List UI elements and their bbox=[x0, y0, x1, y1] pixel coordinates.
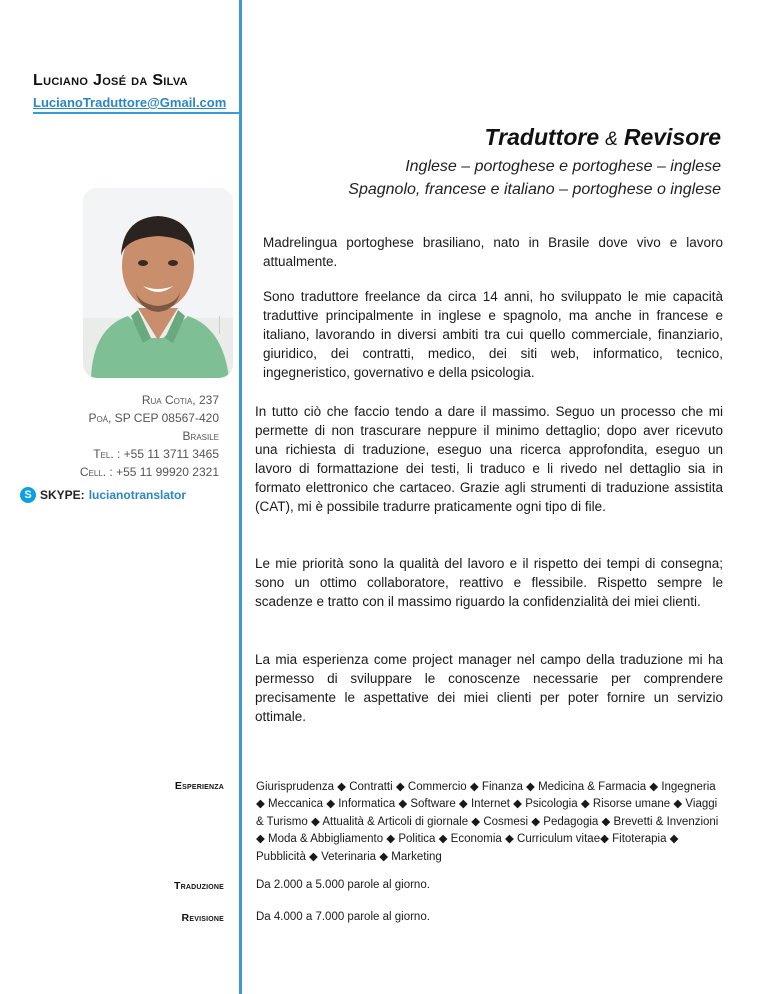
revisione-rate: Da 4.000 a 7.000 parole al giorno. bbox=[256, 911, 430, 923]
phone-label: Tel. : bbox=[93, 447, 121, 461]
paragraph-process: In tutto ciò che faccio tendo a dare il massimo. Seguo un processo che mi permette di non trascurare neppure il minimo dettaglio; dopo aver ricevuto una richiesta di traduzione, eseguo una ricerca approfondita, eseguo un lavoro di formattazione dei testi, li traduco e li rivedo nel dettaglio sia in formato elettronico che cartaceo. Grazie agli strumenti di traduzione assistita (CAT), mi è possibile tradurre praticamente ogni tipo di file. bbox=[255, 404, 723, 514]
page-title bbox=[485, 124, 721, 151]
section-label-traduzione: Traduzione bbox=[173, 880, 224, 892]
cell-row bbox=[80, 463, 219, 481]
skype-row[interactable] bbox=[20, 487, 186, 503]
traduzione-rate: Da 2.000 a 5.000 parole al giorno. bbox=[256, 879, 430, 891]
title-translator: Traduttore bbox=[484, 124, 600, 150]
cell-label: Cell. : bbox=[79, 465, 113, 479]
address-city: Poá, SP CEP 08567-420 bbox=[88, 411, 219, 425]
skype-username[interactable]: lucianotranslator bbox=[88, 488, 187, 502]
subtitle-languages-1: Inglese – portoghese e portoghese – inglese bbox=[405, 158, 721, 175]
title-reviser: Revisore bbox=[623, 124, 721, 150]
paragraph-project-manager: La mia esperienza come project manager nel campo della traduzione mi ha permesso di sviluppare le conoscenze necessarie per comprendere precisamente le aspettative dei miei clienti per poter fornire un servizio ottimale. bbox=[255, 652, 723, 724]
profile-photo bbox=[83, 188, 233, 378]
paragraph-native-language: Madrelingua portoghese brasiliano, nato in Brasile dove vivo e lavoro attualmente. bbox=[263, 235, 723, 269]
subtitle-languages-2: Spagnolo, francese e italiano – portoghese o inglese bbox=[348, 181, 721, 198]
address-country: Brasile bbox=[182, 429, 219, 443]
paragraph-experience: Sono traduttore freelance da circa 14 anni, ho sviluppato le mie capacità traduttive principalmente in inglese e spagnolo, ma anche in francese e italiano, lavorando in diversi ambiti tra cui quello commerciale, finanziario, giuridico, dei contratti, medico, dei siti web, informatico, tecnico, ingegneristico, governativo e della psicologia. bbox=[263, 289, 723, 380]
title-symbol: & bbox=[605, 129, 618, 150]
person-name: Luciano José da Silva bbox=[33, 72, 188, 89]
cell-value: +55 11 99920 2321 bbox=[116, 465, 219, 479]
contact-block bbox=[80, 391, 219, 481]
esperienza-fields: Giurisprudenza ◆ Contratti ◆ Commercio ◆ Finanza ◆ Medicina & Farmacia ◆ Ingegneria ◆ Meccanica ◆ Informatica ◆ Software ◆ Internet ◆ Psicologia ◆ Risorse umane ◆ Viaggi & Turismo ◆ Attualità & Articoli di giornale ◆ Cosmesi ◆ Pedagogia ◆ Brevetti & Invenzioni ◆ Moda & Abbigliamento ◆ Politica ◆ Economia ◆ Curriculum vitae◆ Fitoterapia ◆ Pubblicità ◆ Veterinaria ◆ Marketing bbox=[256, 781, 719, 863]
skype-icon: S bbox=[20, 487, 36, 503]
phone-row bbox=[80, 445, 219, 463]
skype-label: SKYPE: bbox=[40, 488, 85, 502]
vertical-divider bbox=[239, 0, 242, 994]
phone-value: +55 11 3711 3465 bbox=[123, 447, 219, 461]
section-label-revisione: Revisione bbox=[181, 912, 224, 924]
email-link[interactable]: LucianoTraduttore@Gmail.com bbox=[33, 95, 227, 110]
horizontal-divider bbox=[33, 112, 239, 114]
address-street: Rua Cotia, 237 bbox=[141, 393, 219, 407]
section-label-esperienza: Esperienza bbox=[174, 780, 224, 792]
paragraph-priorities: Le mie priorità sono la qualità del lavoro e il rispetto dei tempi di consegna; sono un ottimo collaboratore, reattivo e flessibile. Rispetto sempre le scadenze e tratto con il massimo riguardo la confidenzialità dei miei clienti. bbox=[255, 556, 723, 609]
